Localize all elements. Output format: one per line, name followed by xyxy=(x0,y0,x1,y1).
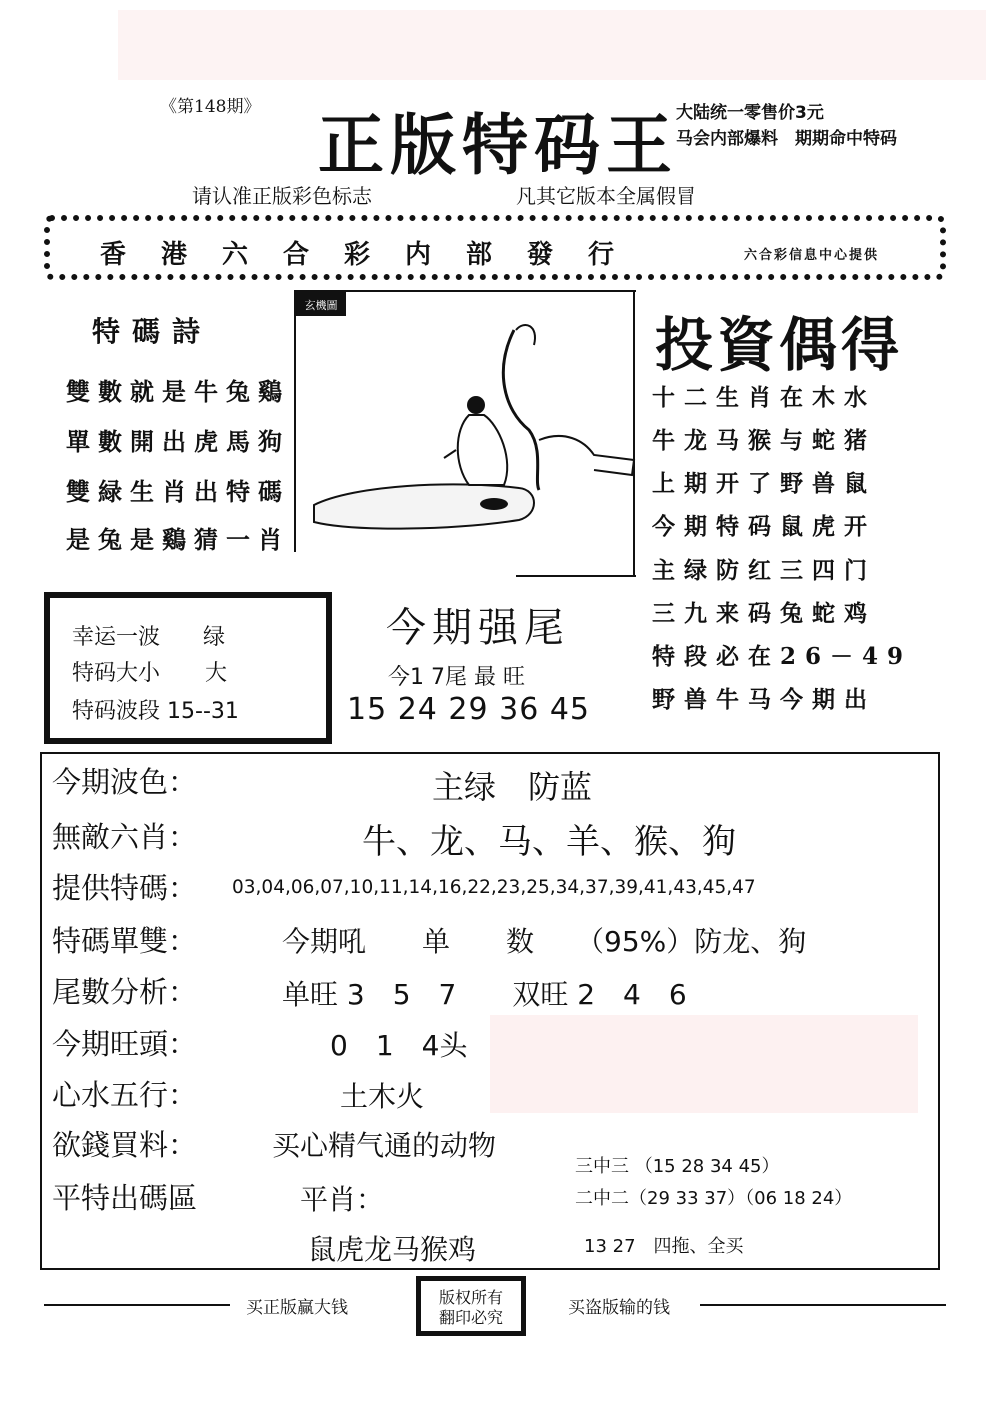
poem-line: 雙緑生肖出特碼 xyxy=(66,477,290,506)
combo-two-of-two: 二中二（29 33 37）（06 18 24） xyxy=(575,1188,853,1209)
poem-line: 雙數就是牛兔鷄 xyxy=(66,377,290,406)
size-row xyxy=(72,656,227,687)
footer-slogan-left: 买正版赢大钱 xyxy=(246,1298,348,1318)
five-elements-label: 心水五行： xyxy=(52,1078,198,1112)
writing-brush xyxy=(444,450,456,458)
issue-number: 《第148期》 xyxy=(160,97,261,117)
price-line-1: 大陆统一零售价3元 xyxy=(676,103,824,123)
odd-even-value: 今期吼 单 数 （95%）防龙、狗 xyxy=(282,925,807,958)
hot-head-label: 今期旺頭： xyxy=(52,1027,198,1061)
flat-zone-label: 平特出碼區 xyxy=(52,1181,198,1215)
scholar-illustration xyxy=(294,290,636,580)
copyright-line-1: 版权所有 xyxy=(438,1288,503,1307)
buy-tip-value: 买心精气通的动物 xyxy=(272,1129,497,1162)
invest-line: 牛龙马猴与蛇猪 xyxy=(652,427,876,454)
invest-line: 特段必在26－49 xyxy=(652,643,913,670)
flat-zodiac-label: 平肖： xyxy=(300,1183,385,1216)
poem-title: 特碼詩 xyxy=(92,315,213,348)
invest-line: 主绿防红三四门 xyxy=(652,557,876,584)
special-code-value: 03,04,06,07,10,11,14,16,22,23,25,34,37,39,41,43,45,47 xyxy=(232,877,756,898)
six-zodiac-label: 無敵六肖： xyxy=(52,820,198,854)
invest-line: 三九来码兔蛇鸡 xyxy=(652,600,876,627)
tree-trunk xyxy=(503,330,539,490)
wave-color-value: 主绿 防蓝 xyxy=(432,768,593,806)
invest-line: 野兽牛马今期出 xyxy=(652,686,876,713)
size-value: 大 xyxy=(205,661,228,686)
flat-zodiac-list: 鼠虎龙马猴鸡 xyxy=(308,1233,477,1266)
top-color-band xyxy=(118,10,986,80)
hot-head-value: 0 1 4头 xyxy=(330,1029,468,1062)
special-code-label: 提供特碼： xyxy=(52,871,198,905)
combo-three-of-three: 三中三 （15 28 34 45） xyxy=(575,1156,780,1177)
strong-tail-numbers: 15 24 29 36 45 xyxy=(347,692,591,727)
odd-even-label: 特碼單雙： xyxy=(52,924,198,958)
segment-label: 特码波段 xyxy=(72,699,161,724)
copyright-stamp xyxy=(416,1276,526,1336)
scholar-robe xyxy=(458,415,507,485)
six-zodiac-value: 牛、龙、马、羊、猴、狗 xyxy=(362,822,736,862)
poem-line: 單數開出虎馬狗 xyxy=(66,427,290,456)
poem-line: 是兔是鷄猜一肖 xyxy=(66,525,290,554)
segment-value: 15--31 xyxy=(167,699,239,724)
lucky-wave-label: 幸运一波 xyxy=(72,625,161,650)
lucky-wave-value: 绿 xyxy=(203,625,226,650)
lucky-wave-row xyxy=(72,620,225,651)
price-line-2: 马会内部爆料 期期命中特码 xyxy=(676,129,897,149)
counterfeit-notice: 凡其它版本全属假冒 xyxy=(516,184,696,208)
banner-subtitle: 六合彩信息中心提供 xyxy=(744,248,880,263)
authentic-notice: 请认准正版彩色标志 xyxy=(192,184,372,208)
strong-tail-subtitle: 今1 7尾 最 旺 xyxy=(388,665,525,690)
segment-row xyxy=(72,694,239,725)
tail-analysis-label: 尾數分析： xyxy=(52,975,198,1009)
invest-line: 今期特码鼠虎开 xyxy=(652,513,876,540)
footer-slogan-right: 买盗版输的钱 xyxy=(568,1298,670,1318)
five-elements-value: 土木火 xyxy=(340,1080,425,1113)
price-info xyxy=(676,100,897,152)
footer-divider-right xyxy=(700,1304,946,1306)
scroll-ribbon xyxy=(539,436,634,475)
illustration-tag: 玄機圖 xyxy=(304,299,338,312)
tree-branch xyxy=(516,325,535,345)
buy-tip-label: 欲錢買料： xyxy=(52,1128,198,1162)
page-title: 正版特码王 xyxy=(318,106,678,184)
size-label: 特码大小 xyxy=(72,661,161,686)
pink-highlight-block xyxy=(490,1015,918,1113)
scholar-head xyxy=(467,396,485,414)
copyright-line-2: 翻印必究 xyxy=(438,1308,503,1327)
wave-color-label: 今期波色： xyxy=(52,765,198,799)
banner-title: 香港六合彩内部發行 xyxy=(100,240,650,270)
invest-line: 上期开了野兽鼠 xyxy=(652,470,876,497)
invest-title: 投資偶得 xyxy=(655,311,904,379)
combo-drag: 13 27 四拖、全买 xyxy=(584,1236,744,1257)
invest-line: 十二生肖在木水 xyxy=(652,384,876,411)
strong-tail-title: 今期强尾 xyxy=(386,605,570,651)
ink-stone xyxy=(480,498,508,510)
footer-divider-left xyxy=(44,1304,230,1306)
tail-analysis-value: 单旺 3 5 7 双旺 2 4 6 xyxy=(282,978,687,1011)
